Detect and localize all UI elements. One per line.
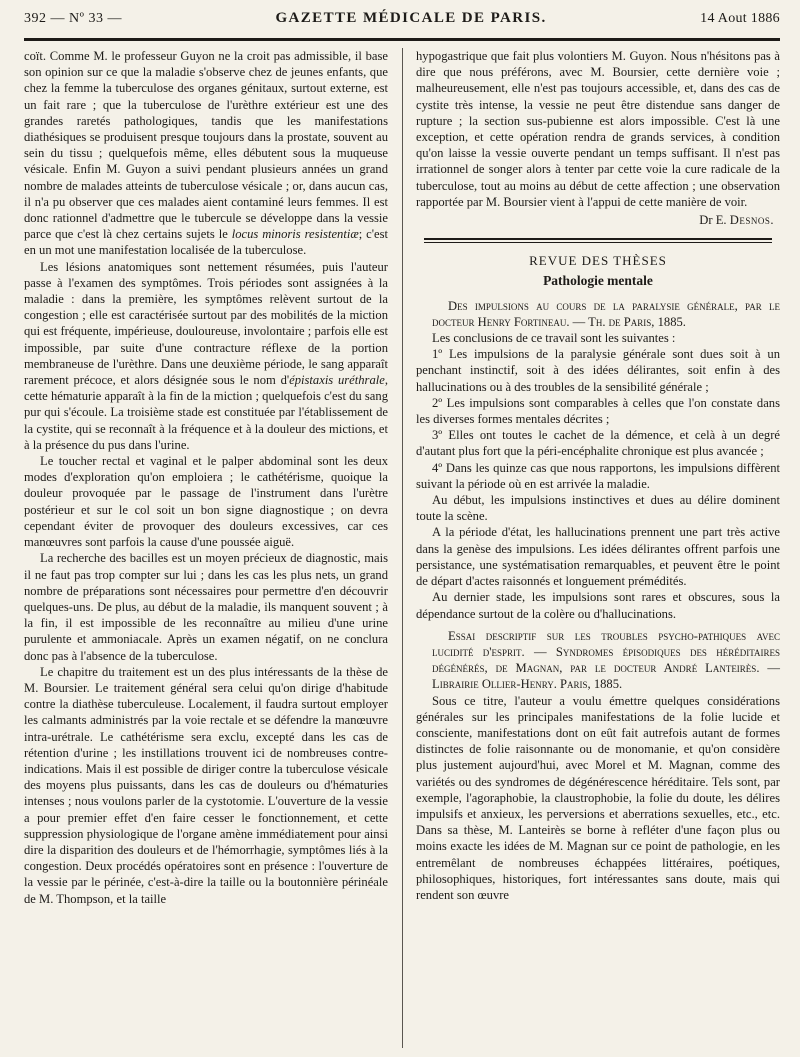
conclusion-item: 4º Dans les quinze cas que nous rapportons, les impulsions diffèrent suivant la période où en est arrivée la maladie.	[416, 460, 780, 491]
italic-phrase: épistaxis uréthrale	[289, 373, 385, 388]
header-left	[24, 11, 122, 27]
thesis-reference: Des impulsions au cours de la paralysie générale, par le docteur Henry Fortineau. — Th. de Paris, 1885.	[432, 298, 780, 329]
conclusion-item: 1º Les impulsions de la paralysie générale sont dues soit à un penchant instinctif, soit à des idées délirantes, soit enfin à des hallucinations ou à des troubles de la sensibilité générale ;	[416, 347, 780, 394]
column-divider	[402, 48, 403, 1048]
paragraph: Au dernier stade, les impulsions sont rares et obscures, sous la dépendance surtout de la colère ou d'hallucinations.	[416, 590, 780, 621]
page-header	[24, 10, 780, 36]
right-column	[416, 48, 780, 903]
newspaper-page	[24, 10, 780, 1050]
left-column	[24, 48, 388, 907]
header-rule	[24, 38, 780, 41]
paragraph: A la période d'état, les hallucinations prennent une part très active dans la genèse des impulsions. Les idées délirantes offrent parfois une persistance, une systématisation remarquables, et peuvent être le point de départ d'actes raisonnés et longuement prémédités.	[416, 525, 780, 589]
paragraph: Le toucher rectal et vaginal et le palper abdominal sont les deux modes d'exploration qu'on emploiera ; le cathétérisme, quoique la douleur provoquée par le passage de l'instrument dans l'urètre postérieur et sur le col soit un bon signe diagnostique ; on devra cependant éviter de provoquer des douleurs excessives, car ces manœuvres sont parfois la cause d'une poussée aiguë.	[24, 454, 388, 550]
paragraph: Au début, les impulsions instinctives et dues au délire dominent toute la scène.	[416, 493, 780, 524]
signature: Dr E. Desnos.	[699, 213, 774, 228]
paragraph: coït. Comme M. le professeur Guyon ne la croit pas admissible, il base son opinion sur ce que la maladie s'observe chez de jeunes enfants, que chez la femme la tuberculose des organes génitaux, surtout externe, est un fait rare ; que la tuberculose de l'urèthre extérieur est une des grandes raretés pathologiques, tandis que les manifestations diathésiques se produisent presque toujours dans la prostate, souvent au sein du tissu ; quelquefois même, elles débutent sous la muqueuse vésicale. Enfin M. Guyon a suivi pendant plusieurs années un grand nombre de malades atteints de tuberculose vésicale ; or, dans aucun cas, il n'a pu observer que ces malades aient contaminé leurs femmes. Il est donc rationnel d'admettre que le tubercule se développe dans la vessie parce que c'est là chez certains sujets le locus minoris resistentiæ; c'est en un mot une manifestation localisée de la tuberculose.	[24, 49, 388, 258]
paragraph: Les lésions anatomiques sont nettement résumées, puis l'auteur passe à l'examen des symptômes. Trois périodes sont assignées à la maladie : dans la première, les symptômes relèvent surtout de la congestion ; elle est caractérisée surtout par des mobilités de la miction qui est fréquente, impérieuse, douloureuse, involontaire ; parfois elle est impossible, par suite d'une contracture réflexe de la portion membraneuse de l'urèthre. Dans une deuxième période, le sang apparaît rarement précoce, et alors désignée sous le nom d'épistaxis uréthrale, cette hématurie apparaît à la fin de la miction ; quelquefois c'est du sang pur qui s'écoule. La troisième stade est constituée par l'établissement de la cystite, qui se reconnaît à la fréquence et à la douleur des mictions, et à la présence du pus dans l'urine.	[24, 259, 388, 452]
section-title: REVUE DES THÈSES	[529, 253, 667, 269]
paragraph: hypogastrique que fait plus volontiers M. Guyon. Nous n'hésitons pas à dire que nous préférons, avec M. Boursier, cette dernière voie ; malheureusement, elle n'est pas toujours accessible, et, dans des cas de cystite très intense, la vessie ne peut être distendue sans danger de rupture ; la section sus-pubienne est alors impossible. C'est là une exception, et cette opération rendra de grands services, à condition qu'on laisse la vessie ouverte pendant un temps suffisant. Il n'est pas irrationnel de songer alors à tenter par cette voie la cure radicale de la tuberculose, tout au moins au début de cette affection ; une observation rapportée par M. Boursier vient à l'appui de cette manière de voir.	[416, 49, 780, 209]
paragraph: Sous ce titre, l'auteur a voulu émettre quelques considérations générales sur les principales manifestations de la folie lucide et consciente, manifestations dont on eût fait autrefois autant de formes distinctes de folie raisonnante ou de monomanie, et qu'on considère plus justement aujourd'hui, avec Morel et M. Magnan, comme des variétés ou des syndromes de dégénérescence héréditaire. Tels sont, par exemple, l'agoraphobie, la claustrophobie, la folie du doute, les délires impulsifs et anxieux, les perversions et aberrations sexuelles, etc., etc. Dans sa thèse, M. Lanteirès se borne à refléter d'une façon plus ou moins exacte les idées de M. Magnan sur ce point de pathologie, en les entremêlant de nombreuses échappées littéraires, poétiques, philosophiques, historiques, fort intéressantes sans doute, mais qui rendent son œuvre	[416, 693, 780, 902]
issue-date: 14 Aout 1886	[700, 11, 780, 26]
conclusion-item: 2º Les impulsions sont comparables à celles que l'on constate dans les diverses formes mentales décrites ;	[416, 395, 780, 427]
italic-phrase: locus minoris resistentiæ	[231, 227, 359, 242]
section-subtitle: Pathologie mentale	[543, 273, 653, 289]
page-number: 392	[24, 11, 47, 26]
paragraph: Les conclusions de ce travail sont les suivantes :	[432, 331, 676, 346]
paragraph: Le chapitre du traitement est un des plus intéressants de la thèse de M. Boursier. Le traitement général sera celui qu'on dirige d'habitude contre la diathèse tuberculeuse. Localement, il faudra surtout employer les calmants administrés par la voie rectale et se défendre la manœuvre intra-urétrale. Le cathétérisme sera exclu, excepté dans les cas de rétention d'urine ; les instillations trouvent ici de nombreuses contre-indications. Mais il est possible de diriger contre la tuberculose vésicale des moyens plus puissants, dans les cas de douleurs ou d'hématuries intenses ; nous voulons parler de la cystotomie. L'ouverture de la vessie a pour premier effet d'en faire cesser le fonctionnement, et cette suppression physiologique de l'organe amène immédiatement pour ainsi dire la disparition des douleurs et de l'hémorrhagie, symptômes liés à la congestion. Deux procédés opératoires sont en présence : l'ouverture de la vessie par le périnée, c'est-à-dire la taille ou la boutonnière périnéale de M. Thompson, et la taille	[24, 664, 388, 906]
section-rule	[424, 238, 772, 240]
section-rule-thin	[424, 242, 772, 243]
journal-title: GAZETTE MÉDICALE DE PARIS.	[275, 10, 547, 26]
thesis-reference: Essai descriptif sur les troubles psycho-pathiques avec lucidité d'esprit. — Syndromes épisodiques des héréditaires dégénérés, de Magnan, par le docteur André Lanteirès. — Librairie Ollier-Henry. Paris, 1885.	[432, 628, 780, 692]
paragraph: La recherche des bacilles est un moyen précieux de diagnostic, mais il ne faut pas trop compter sur lui ; dans les cas les plus nets, un grand nombre de préparations sont nécessaires pour permettre d'en découvrir quelques-uns. De plus, au début de la maladie, ils manquent souvent ; à la fin, il est impossible de les reconnaître au milieu d'une urine purulente et ammoniacale. Après un examen négatif, on ne conclura donc pas à l'absence de la tuberculose.	[24, 551, 388, 663]
conclusion-item: 3º Elles ont toutes le cachet de la démence, et celà à un degré d'autant plus fort que la péri-encéphalite chronique est plus avancée ;	[416, 428, 780, 459]
issue-number: — Nº 33 —	[50, 11, 122, 26]
